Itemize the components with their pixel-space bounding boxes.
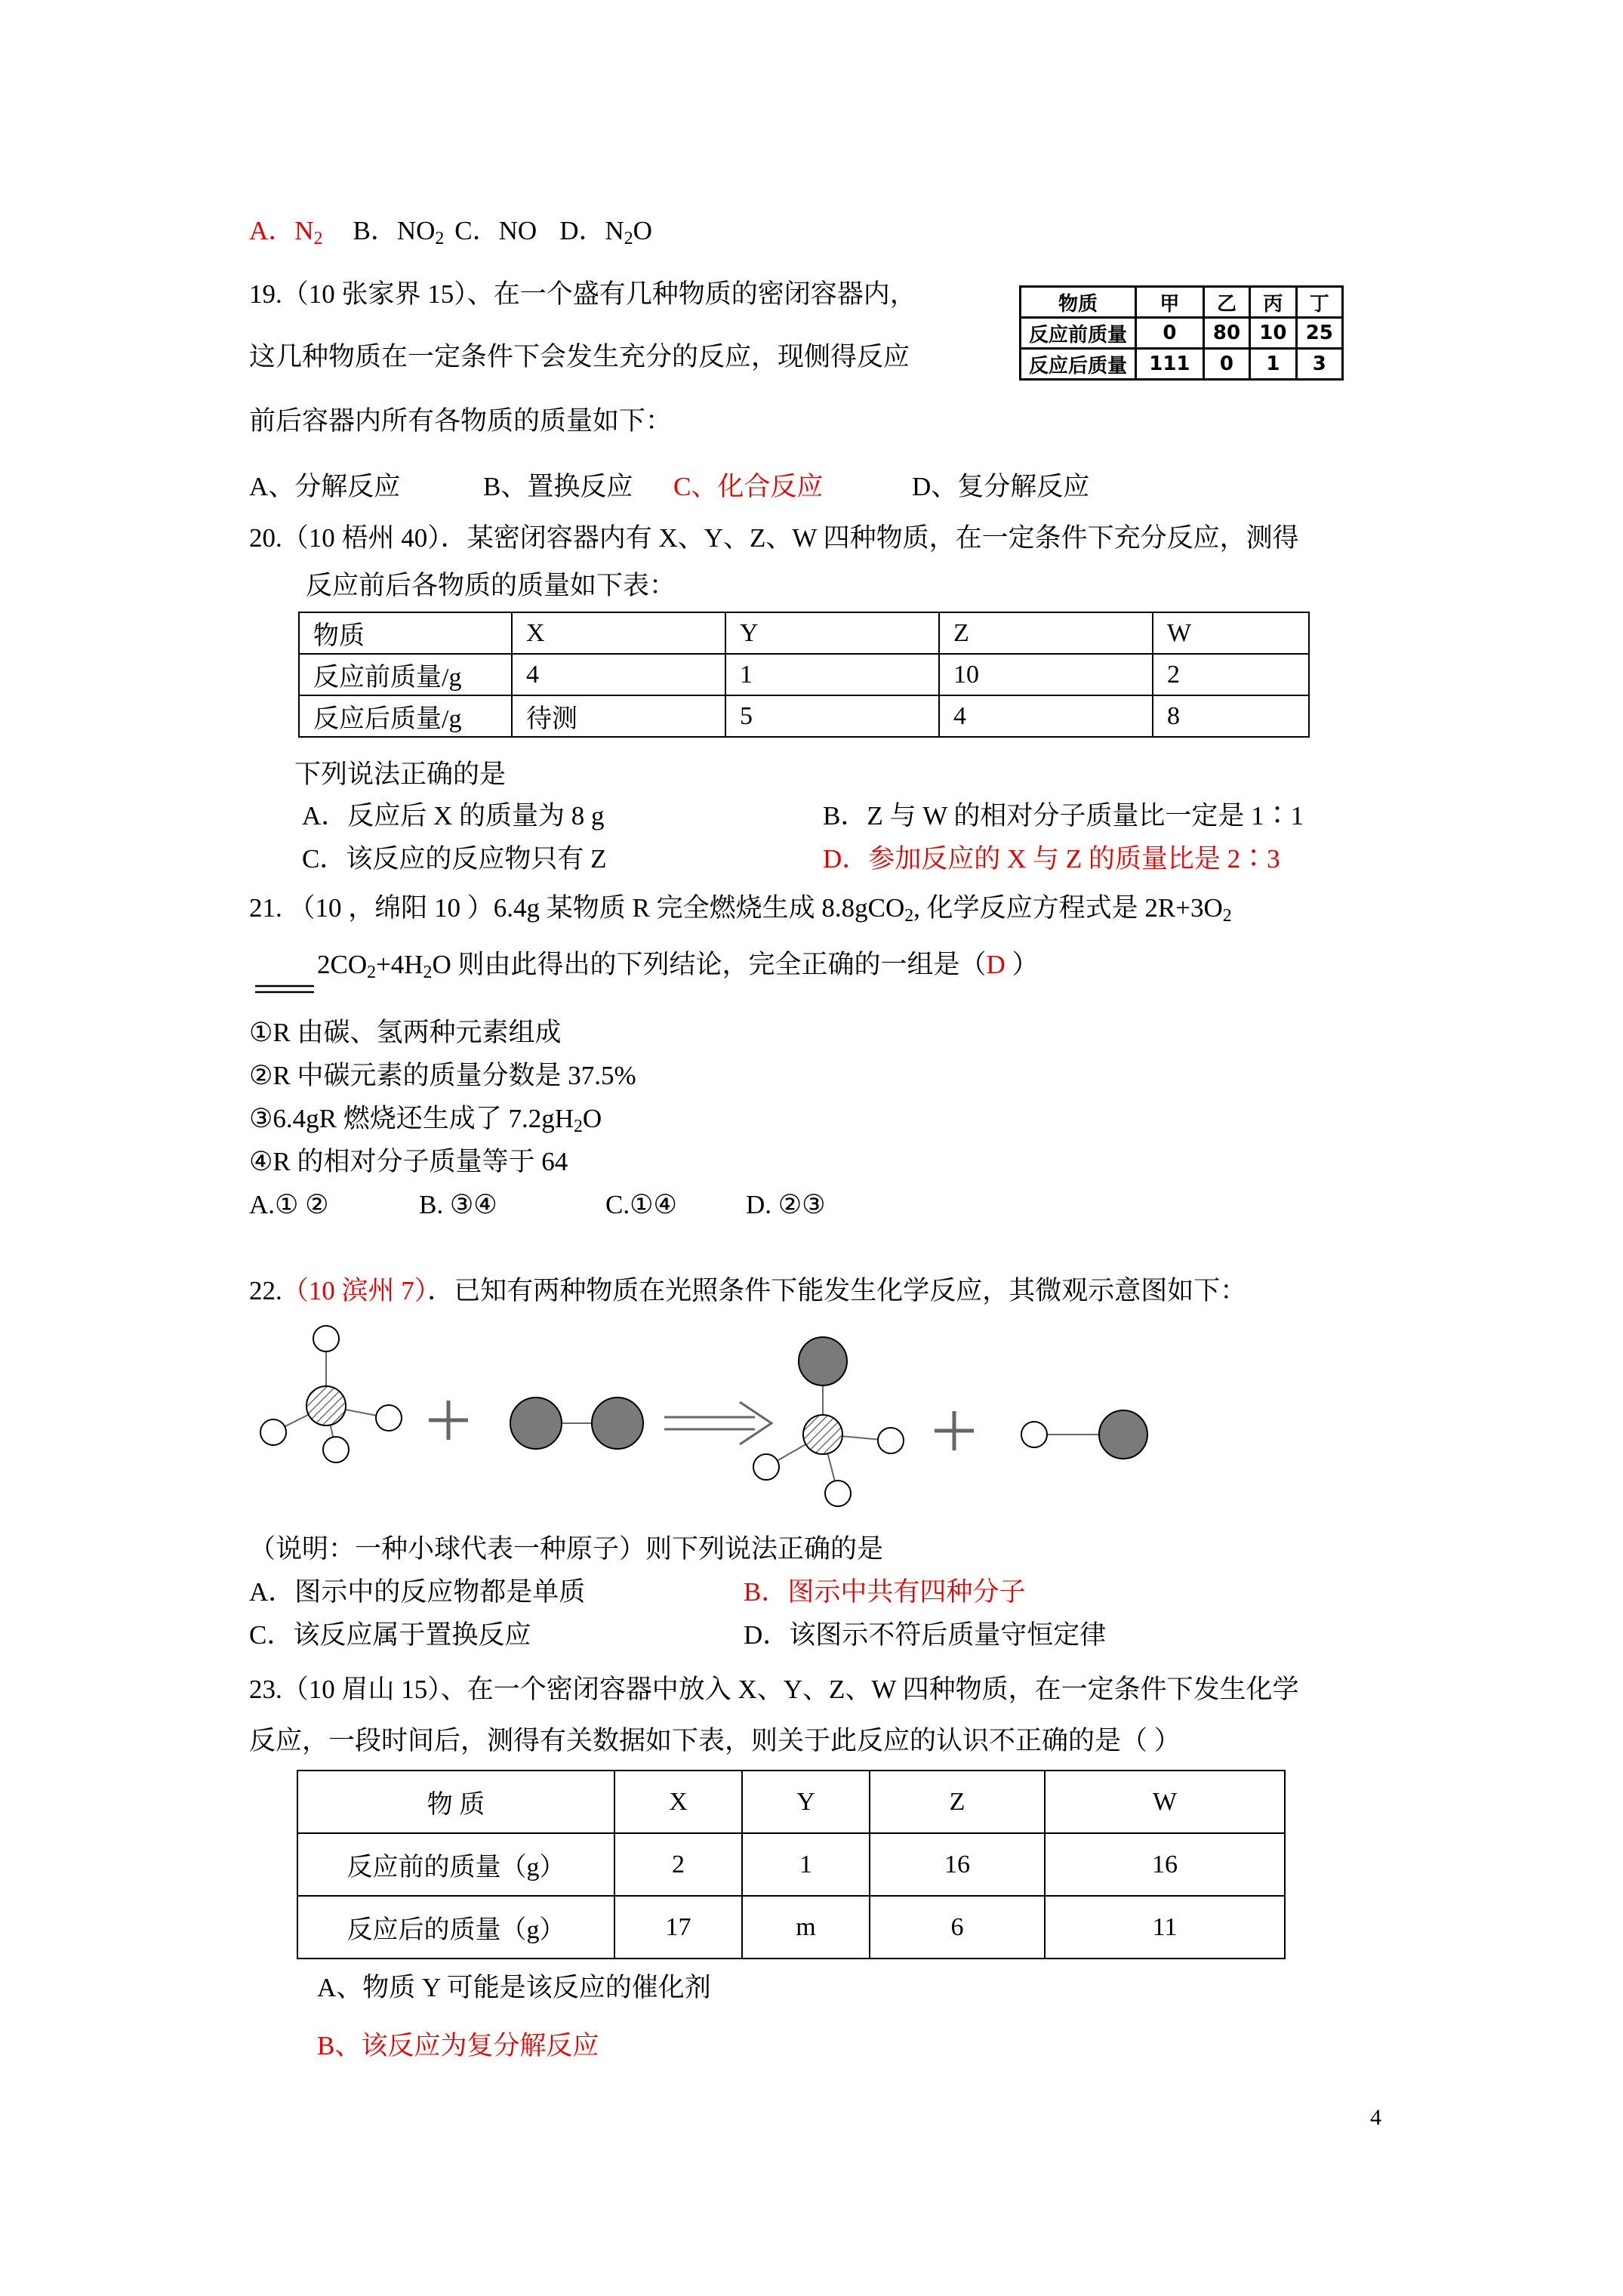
table-header-cell: 物质 — [1021, 287, 1136, 318]
q21-answer: D — [986, 950, 1006, 979]
q20-prompt: 下列说法正确的是 — [294, 760, 507, 789]
q23-line-1: 23.（10 眉山 15）、在一个密闭容器中放入 X、Y、Z、W 四种物质，在一定条件下发生化学 — [249, 1675, 1299, 1704]
small-atom — [313, 1326, 339, 1351]
q20-option-a: A．反应后 X 的质量为 8 g — [302, 801, 605, 831]
small-atom — [753, 1454, 779, 1480]
table-header-cell: 物 质 — [297, 1771, 614, 1833]
large-dark-atom — [592, 1398, 643, 1449]
table-cell: 10 — [939, 654, 1153, 695]
table-header-cell: W — [1045, 1771, 1285, 1833]
table-cell: 待测 — [512, 695, 725, 737]
equation-equals-sign — [255, 984, 316, 994]
table-header-cell: 物质 — [299, 612, 512, 654]
table-cell: 反应前质量 — [1021, 318, 1136, 349]
table-cell: 反应前质量/g — [299, 654, 512, 695]
table-cell: 11 — [1045, 1896, 1285, 1959]
table-cell: 111 — [1136, 349, 1204, 380]
reactant-molecule-1 — [260, 1326, 402, 1462]
table-cell: 17 — [614, 1896, 742, 1959]
table-row — [299, 654, 1309, 695]
small-atom — [376, 1405, 402, 1431]
q18-options — [249, 216, 652, 248]
table-cell: 25 — [1296, 318, 1342, 349]
reaction-arrow — [664, 1402, 771, 1444]
q20-option-b: B．Z 与 W 的相对分子质量比一定是 1∶1 — [823, 801, 1304, 831]
q19-option-a: A、分解反应 — [249, 472, 401, 501]
q21-line-2: $2CO_2+4H_2O$ 则由此得出的下列结论，完全正确的一组是（D ） — [317, 950, 1039, 982]
q20-option-d: D．参加反应的 X 与 Z 的质量比是 2∶3 — [823, 844, 1280, 874]
q20-line-1: 20.（10 梧州 40）．某密闭容器内有 X、Y、Z、W 四种物质，在一定条件下充分反应，测得 — [249, 523, 1299, 553]
q21-statement-3: ③6.4gR 燃烧还生成了 $7.2gH_2O$ — [249, 1104, 602, 1136]
table-header-cell: W — [1153, 612, 1309, 654]
table-cell: 反应前的质量（g） — [297, 1833, 614, 1896]
q18-option-a: A．$N_2$ — [249, 216, 323, 248]
table-header-cell: 甲 — [1136, 287, 1204, 318]
reaction-diagram — [242, 1318, 1223, 1514]
large-dark-atom — [799, 1337, 847, 1385]
table-row — [1021, 318, 1343, 349]
small-atom — [825, 1481, 851, 1506]
table-header-cell: X — [614, 1771, 742, 1833]
hatched-atom — [306, 1386, 346, 1425]
q18-option-c: C．NO — [454, 216, 537, 245]
table-header-cell: Z — [939, 612, 1153, 654]
large-dark-atom — [510, 1398, 562, 1449]
table-cell: 16 — [1045, 1833, 1285, 1896]
table-cell: 0 — [1203, 349, 1249, 380]
q19-option-b: B、置换反应 — [483, 472, 633, 501]
q22-option-c: C．该反应属于置换反应 — [249, 1620, 531, 1650]
table-cell: m — [742, 1896, 870, 1959]
table-row — [1021, 349, 1343, 380]
table-cell: 3 — [1296, 349, 1342, 380]
table-cell: 80 — [1203, 318, 1249, 349]
table-header-cell: 丁 — [1296, 287, 1342, 318]
table-row — [299, 695, 1309, 737]
q22-option-a: A．图示中的反应物都是单质 — [249, 1577, 586, 1607]
q20-line-2: 反应前后各物质的质量如下表： — [306, 571, 676, 600]
q21-statement-1: ①R 由碳、氢两种元素组成 — [249, 1018, 562, 1047]
q22-option-b: B．图示中共有四种分子 — [744, 1577, 1026, 1607]
q22-stem: 22.（10 滨州 7）．已知有两种物质在光照条件下能发生化学反应，其微观示意图如下： — [249, 1276, 1247, 1305]
small-atom — [878, 1428, 904, 1453]
q19-line-1: 19.（10 张家界 15）、在一个盛有几种物质的密闭容器内， — [249, 279, 916, 309]
q18-option-d: D．$N_2O$ — [559, 216, 652, 248]
table-row — [297, 1771, 1285, 1833]
small-atom — [260, 1419, 286, 1445]
q21-line-1: 21. （10 ，绵阳 10 ）6.4g 某物质 R 完全燃烧生成 8.8gCO$_2$, 化学反应方程式是 $2R+3O_2$ — [249, 893, 1232, 926]
q21-statement-4: ④R 的相对分子质量等于 64 — [249, 1147, 568, 1176]
q21-option-a: A.① ② — [249, 1190, 329, 1219]
q19-line-3: 前后容器内所有各物质的质量如下： — [249, 406, 673, 436]
table-header-cell: X — [512, 612, 725, 654]
table-header-cell: 乙 — [1203, 287, 1249, 318]
table-header-cell: 丙 — [1250, 287, 1296, 318]
product-molecule-1 — [753, 1337, 904, 1506]
reactant-molecule-2 — [510, 1398, 643, 1449]
table-cell: 0 — [1136, 318, 1204, 349]
q22-source: （10 滨州 7） — [282, 1276, 428, 1305]
large-dark-atom — [1099, 1410, 1147, 1459]
table-cell: 5 — [725, 695, 939, 737]
table-cell: 反应后质量 — [1021, 349, 1136, 380]
q23-option-a: A、物质 Y 可能是该反应的催化剂 — [317, 1973, 711, 2002]
q22-option-d: D．该图示不符后质量守恒定律 — [744, 1620, 1107, 1650]
q20-option-c: C．该反应的反应物只有 Z — [302, 844, 607, 874]
table-cell: 2 — [1153, 654, 1309, 695]
table-header-cell: Y — [725, 612, 939, 654]
q21-statement-2: ②R 中碳元素的质量分数是 37.5% — [249, 1061, 636, 1090]
table-cell: 6 — [870, 1896, 1045, 1959]
q19-option-d: D、复分解反应 — [912, 472, 1090, 501]
table-cell: 4 — [939, 695, 1153, 737]
table-cell: 2 — [614, 1833, 742, 1896]
plus-sign — [429, 1401, 468, 1440]
table-row — [299, 612, 1309, 654]
table-cell: 8 — [1153, 695, 1309, 737]
table-header-cell: Y — [742, 1771, 870, 1833]
q21-option-c: C.①④ — [605, 1190, 677, 1219]
plus-sign — [935, 1411, 974, 1450]
table-cell: 4 — [512, 654, 725, 695]
table-row — [297, 1896, 1285, 1959]
q23-line-2: 反应，一段时间后，测得有关数据如下表，则关于此反应的认识不正确的是（ ） — [249, 1726, 1181, 1755]
q19-option-c: C、化合反应 — [673, 472, 824, 501]
table-cell: 反应后质量/g — [299, 695, 512, 737]
small-atom — [1021, 1422, 1047, 1447]
table-row — [1021, 287, 1343, 318]
q23-option-b: B、该反应为复分解反应 — [317, 2031, 599, 2060]
q21-option-d: D. ②③ — [746, 1190, 826, 1219]
q21-option-b: B. ③④ — [419, 1190, 497, 1219]
table-row — [297, 1833, 1285, 1896]
table-cell: 1 — [725, 654, 939, 695]
table-cell: 1 — [742, 1833, 870, 1896]
q19-table — [1019, 285, 1344, 381]
table-header-cell: Z — [870, 1771, 1045, 1833]
q22-note: （说明：一种小球代表一种原子）则下列说法正确的是 — [249, 1534, 884, 1564]
table-cell: 10 — [1250, 318, 1296, 349]
q19-line-2: 这几种物质在一定条件下会发生充分的反应，现侧得反应 — [249, 342, 910, 371]
small-atom — [323, 1437, 349, 1462]
table-cell: 反应后的质量（g） — [297, 1896, 614, 1959]
q18-option-b: B．$NO_2$ — [353, 216, 445, 248]
table-cell: 1 — [1250, 349, 1296, 380]
hatched-atom — [803, 1415, 842, 1454]
q23-table — [297, 1770, 1286, 1959]
q20-table — [298, 612, 1310, 738]
product-molecule-2 — [1021, 1410, 1147, 1459]
page-number: 4 — [1370, 2105, 1381, 2130]
table-cell: 16 — [870, 1833, 1045, 1896]
